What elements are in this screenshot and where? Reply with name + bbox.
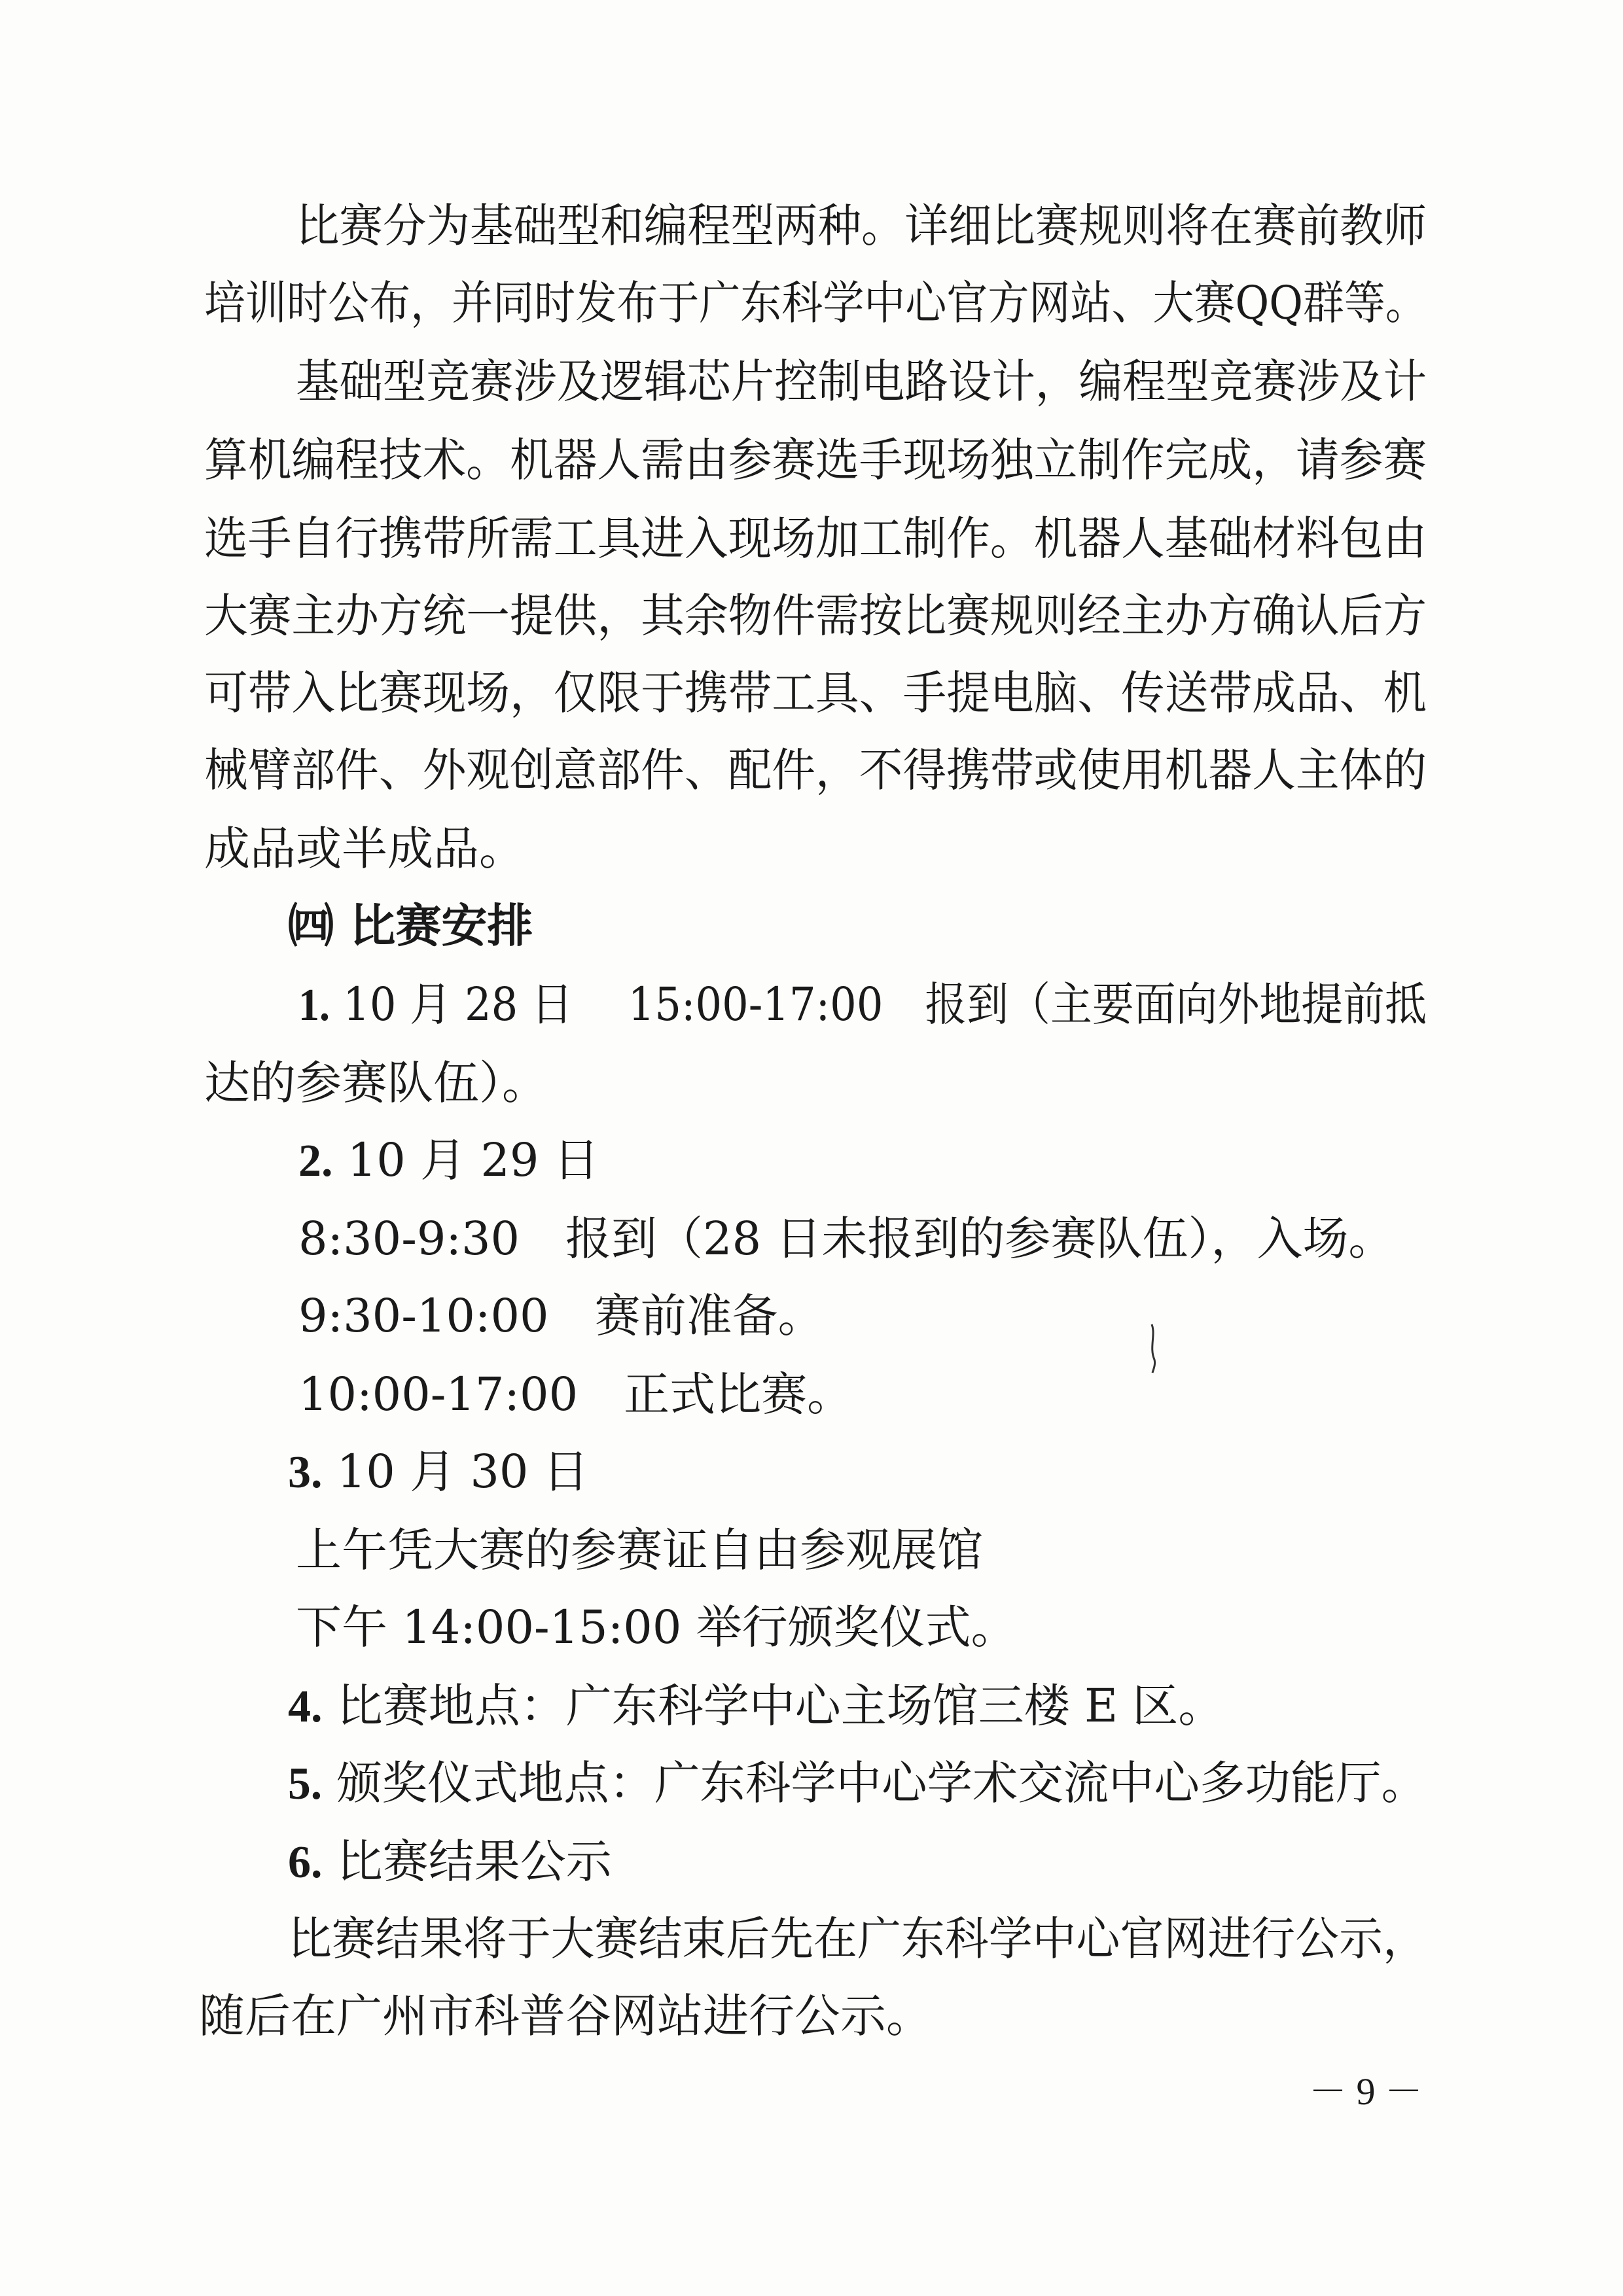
results-line-1: 比赛结果将于大赛结束后先在广东科学中心官网进行公示， [288, 1912, 1427, 1966]
schedule-item-1-number: 1. [298, 980, 330, 1031]
schedule-item-3-date: 10 月 30 日 [336, 1445, 589, 1498]
schedule-item-4 [288, 1679, 1224, 1733]
schedule-item-1-line-2: 达的参赛队伍）。 [204, 1056, 548, 1110]
schedule-item-3-entry-1: 上午凭大赛的参赛证自由参观展馆 [296, 1523, 983, 1577]
paragraph-techniques-line-1: 基础型竞赛涉及逻辑芯片控制电路设计，编程型竞赛涉及计 [296, 355, 1427, 408]
paragraph-techniques-line-4: 大赛主办方统一提供，其余物件需按比赛规则经主办方确认后方 [204, 589, 1427, 643]
schedule-item-1-line-1 [298, 978, 1427, 1031]
paragraph-techniques-line-7: 成品或半成品。 [204, 822, 525, 875]
paragraph-techniques-line-6: 械臂部件、外观创意部件、配件，不得携带或使用机器人主体的 [204, 743, 1427, 797]
schedule-item-2-entry-1: 8:30-9:30 报到（28 日未报到的参赛队伍），入场。 [298, 1212, 1395, 1265]
schedule-item-6-number: 6. [288, 1837, 323, 1888]
paragraph-techniques-line-2: 算机编程技术。机器人需由参赛选手现场独立制作完成，请参赛 [204, 433, 1427, 487]
schedule-item-6 [288, 1835, 612, 1888]
paragraph-techniques-line-3: 选手自行携带所需工具进入现场加工制作。机器人基础材料包由 [204, 512, 1427, 565]
schedule-item-3-entry-2: 下午 14:00-15:00 举行颁奖仪式。 [296, 1600, 1017, 1654]
schedule-item-3-number: 3. [288, 1447, 323, 1498]
schedule-item-5-text: 颁奖仪式地点：广东科学中心学术交流中心多功能厅。 [336, 1756, 1427, 1810]
section-heading: ㈣ 比赛安排 [288, 898, 533, 953]
schedule-item-4-number: 4. [288, 1682, 323, 1732]
schedule-item-2-date-line [298, 1133, 599, 1187]
schedule-item-4-text: 比赛地点：广东科学中心主场馆三楼 E 区。 [336, 1679, 1224, 1733]
schedule-item-2-number: 2. [298, 1136, 333, 1186]
schedule-item-1-text: 10 月 28 日 15:00-17:00 报到（主要面向外地提前抵 [343, 978, 1427, 1031]
page-number: － 9 － [1309, 2070, 1423, 2113]
schedule-item-5 [288, 1756, 1427, 1810]
schedule-item-5-number: 5. [288, 1759, 323, 1809]
schedule-item-2-date: 10 月 29 日 [347, 1133, 599, 1187]
schedule-item-6-text: 比赛结果公示 [336, 1835, 612, 1888]
schedule-item-2-entry-3: 10:00-17:00 正式比赛。 [298, 1368, 853, 1421]
schedule-item-3-date-line [288, 1445, 589, 1498]
paragraph-rules-line-2: 培训时公布，并同时发布于广东科学中心官方网站、大赛QQ群等。 [204, 276, 1427, 330]
schedule-item-2-entry-2: 9:30-10:00 赛前准备。 [298, 1289, 824, 1343]
scan-mark [1147, 1322, 1160, 1374]
paragraph-techniques-line-5: 可带入比赛现场，仅限于携带工具、手提电脑、传送带成品、机 [204, 666, 1427, 720]
results-line-2: 随后在广州市科普谷网站进行公示。 [199, 1989, 932, 2043]
paragraph-rules-line-1: 比赛分为基础型和编程型两种。详细比赛规则将在赛前教师 [296, 199, 1427, 253]
